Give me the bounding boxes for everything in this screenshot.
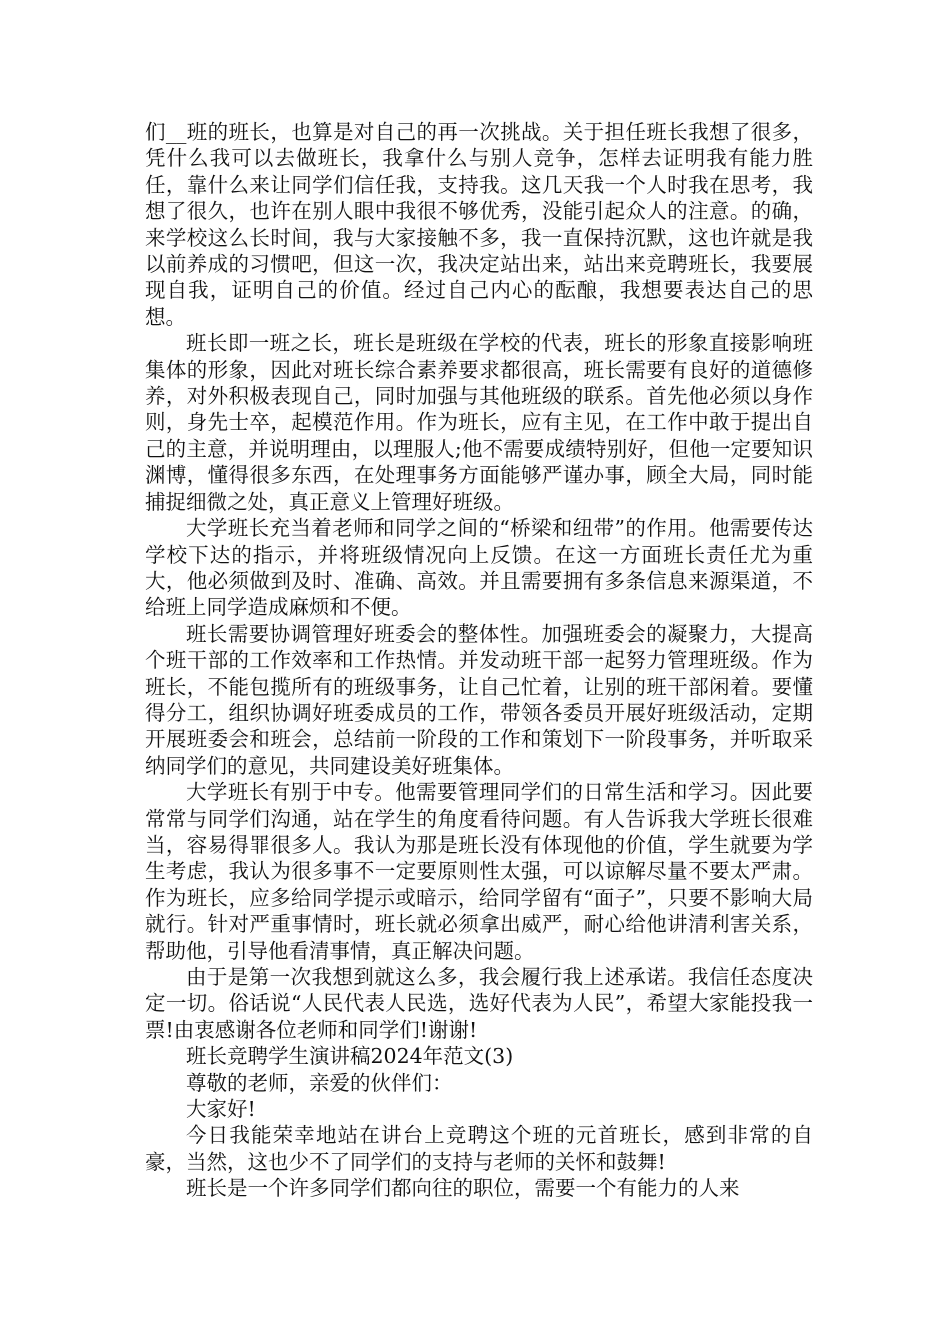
paragraph-committee-coordination: 班长需要协调管理好班委会的整体性。加强班委会的凝聚力，大提高个班干部的工作效率和工作热情。并发动班干部一起努力管理班级。作为班长，不能包揽所有的班级事务，让自己忙着，让别的班干部闲着。要懂得分工，组织协调好班委成员的工作，带领各委员开展好班级活动，定期开展班委会和班会，总结前一阶段的工作和策划下一阶段事务，并听取采纳同学们的意见，共同建设美好班集体。	[145, 621, 813, 778]
document-page	[145, 119, 813, 1202]
paragraph-role-of-monitor: 班长即一班之长，班长是班级在学校的代表，班长的形象直接影响班集体的形象，因此对班长综合素养要求都很高，班长需要有良好的道德修养，对外积极表现自己，同时加强与其他班级的联系。首先他必须以身作则，身先士卒，起模范作用。作为班长，应有主见，在工作中敢于提出自己的主意，并说明理由，以理服人;他不需要成绩特别好，但他一定要知识渊博，懂得很多东西，在处理事务方面能够严谨办事，顾全大局，同时能捕捉细微之处，真正意义上管理好班级。	[145, 331, 813, 514]
section-title: 班长竞聘学生演讲稿2024年范文(3)	[186, 1044, 514, 1069]
paragraph-continuation: 们__班的班长，也算是对自己的再一次挑战。关于担任班长我想了很多，凭什么我可以去做班长，我拿什么与别人竞争，怎样去证明我有能力胜任，靠什么来让同学们信任我，支持我。这几天我一个人时我在思考，我想了很久，也许在别人眼中我很不够优秀，没能引起众人的注意。的确，来学校这么长时间，我与大家接触不多，我一直保持沉默，这也许就是我以前养成的习惯吧，但这一次，我决定站出来，站出来竞聘班长，我要展现自我，证明自己的价值。经过自己内心的酝酿，我想要表达自己的思想。	[145, 120, 813, 329]
paragraph-trailing: 班长是一个许多同学们都向往的职位，需要一个有能力的人来	[186, 1176, 740, 1201]
paragraph-university-monitor: 大学班长有别于中专。他需要管理同学们的日常生活和学习。因此要常常与同学们沟通，站在学生的角度看待问题。有人告诉我大学班长很难当，容易得罪很多人。我认为那是班长没有体现他的价值，学生就要为学生考虑，我认为很多事不一定要原则性太强，可以谅解尽量不要太严肃。作为班长，应多给同学提示或暗示，给同学留有“面子”，只要不影响大局就行。针对严重事情时，班长就必须拿出威严，耐心给他讲清利害关系，帮助他，引导他看清事情，真正解决问题。	[145, 780, 813, 963]
paragraph-bridge-role: 大学班长充当着老师和同学之间的“桥梁和纽带”的作用。他需要传达学校下达的指示，并将班级情况向上反馈。在这一方面班长责任尤为重大，他必须做到及时、准确、高效。并且需要拥有多条信息来源渠道，不给班上同学造成麻烦和不便。	[145, 516, 813, 620]
paragraph-opening: 今日我能荣幸地站在讲台上竞聘这个班的元首班长，感到非常的自豪，当然，这也少不了同学们的支持与老师的关怀和鼓舞!	[145, 1123, 813, 1174]
paragraph-closing: 由于是第一次我想到就这么多，我会履行我上述承诺。我信任态度决定一切。俗话说“人民代表人民选，选好代表为人民”，希望大家能投我一票!由衷感谢各位老师和同学们!谢谢!	[145, 965, 813, 1042]
salutation: 尊敬的老师，亲爱的伙伴们：	[186, 1070, 453, 1095]
greeting: 大家好!	[186, 1097, 256, 1122]
